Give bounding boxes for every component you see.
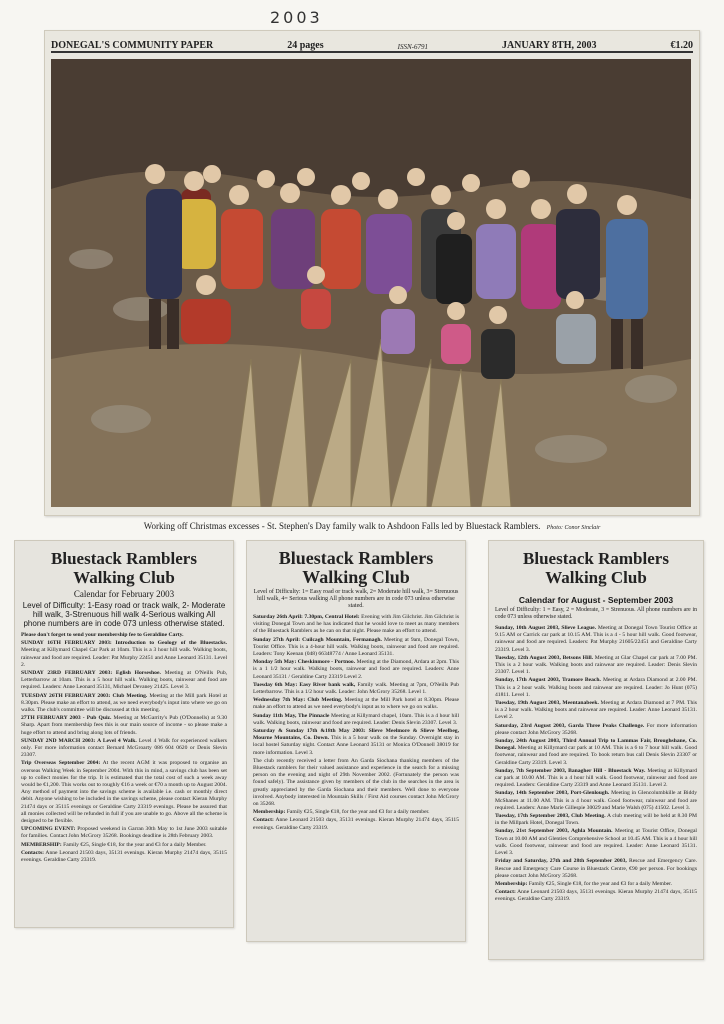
calendar-entry	[21, 640, 227, 669]
calendar-entry	[495, 738, 697, 767]
calendar-entry	[21, 826, 227, 840]
calendar-entry	[495, 889, 697, 903]
entry-heading: Tuesday, 12th August 2003, Betsons Hill.	[495, 654, 594, 661]
entry-heading: Contact:	[495, 889, 516, 896]
calendar-entry	[253, 809, 459, 816]
entry-body: Meeting in Glencolumbkille at Biddy McShanes at 11.00 AM. This is a 4 hour walk. Good footwear, rainwear and food are required. Leaders: Anne Marie Gillespie 30029 and Marie Walsh (075) 41502. Level 3.	[495, 790, 698, 811]
issue-date: JANUARY 8TH, 2003	[501, 40, 597, 51]
entry-heading: UPCOMING EVENT:	[21, 826, 76, 833]
entry-body: Meeting at Killymard Chapel Car Park at 10am. This is a 3 hour hill walk. Walking boots, rainwear and food are required. Leader: Pat Murphy 22451 and Anne Leonard 35131. Level 2.	[21, 647, 227, 668]
price: €1.20	[670, 40, 693, 51]
entry-body: Anne Leonard 21503 days, 35131 evenings. Kieran Murphy 21474 days, 35115 evenings. Geraldine Carty 23319.	[253, 817, 460, 831]
entry-heading: Contacts:	[21, 849, 44, 856]
entry-heading: Sunday, 10th August 2003, Slieve League.	[495, 625, 597, 631]
entry-body: Evening with Jim Gilchrist. Jim Gilchrist is visiting Donegal Town and he has indicated that he would love to meet as many members of the Bluestack Ramblers as he can on that night. Please make an effort to attend.	[253, 614, 460, 635]
entry-heading: Membership:	[253, 809, 286, 816]
entry-body: Meeting at O'Neills Pub, Letterbarrow at 10am. This is a 5 hour hill walk. Walking boots, rainwear and food are required. Leaders: Anne Leonard 35131, Michael Devaney 21425. Level 3.	[21, 670, 228, 691]
entry-body: Meeting at McGarrity's Pub (O'Donnells) at 9.30 Sharp. Apart from membership fees this is our main source of income - so please make a huge effort to attend and bring along lots of friends.	[21, 715, 227, 736]
calendar-entry	[495, 700, 697, 722]
entry-heading: SUNDAY 23RD FEBRUARY 2003: Eglish Horseshoe.	[21, 670, 161, 677]
calendar-entry	[253, 682, 459, 696]
entry-heading: Sunday, 24th August 2003, Third Annual Trip to Lammas Fair, Broughshane, Co. Donegal.	[495, 738, 697, 752]
calendar-entry	[21, 738, 227, 760]
entry-heading: Trip Overseas September 2004:	[21, 760, 101, 767]
calendar-entry	[495, 858, 697, 880]
caption-text: Working off Christmas excesses - St. Stephen's Day family walk to Ashdoon Falls led by Bluestack Ramblers.	[143, 521, 541, 531]
entry-body: This is a 5 hour walk on the Sunday. Overnight stay in local hostel Saturday night. Contact Anne Leonard 35131 or Monica O'Donnell 38019 for more information. Level 3.	[253, 735, 459, 756]
entry-heading: Sunday 11th May, The Pinnacle	[253, 712, 330, 719]
calendar-entry	[253, 817, 459, 831]
entry-body: Proposed weekend in Garran 30th May to 1st June 2003 suitable for families. Contact John McGrory 35268. Bookings deadline is 28th February 2003.	[21, 826, 228, 840]
calendar-entry	[495, 723, 697, 737]
entry-body: Meeting at Killymard car park at 10 AM. This is a 6 to 7 hour hill walk. Good footwear, rainwear and food are required. To book return bus call Denis Slevin 23307 or Geraldine Carty 23319. Level 3.	[495, 745, 697, 766]
calendar-entry	[495, 828, 697, 857]
entry-heading: Saturday, 23rd August 2003, Garda Three Peaks Challenge.	[495, 722, 645, 729]
col2-levels: Level of Difficulty: 1= Easy road or track walk, 2= Moderate hill walk, 3= Strenuous hill walk, 4= Serious walking All phone numbers are in code 073 unless otherwise stated.	[253, 589, 459, 609]
paper-name: DONEGAL'S COMMUNITY PAPER	[51, 40, 214, 51]
entry-body: Anne Leonard 21503 days, 35131 evenings. Kieran Murphy 21474 days, 35115 evenings. Geraldine Carty 23319.	[495, 889, 698, 903]
group-photo-illustration	[51, 59, 691, 507]
calendar-entry	[495, 881, 697, 888]
entry-heading: Contact:	[253, 817, 274, 824]
entry-heading: TUESDAY 26TH FEBRUARY 2003: Club Meeting.	[21, 692, 148, 699]
calendar-entry	[21, 850, 227, 864]
photo-credit: Photo: Conor Sinclair	[546, 525, 601, 531]
masthead	[51, 35, 693, 53]
col1-levels: Level of Difficulty: 1-Easy road or track walk, 2- Moderate hill walk, 3-Strenuous hill walk 4-Serious walking All phone numbers are in code 073 unless otherwise stated.	[22, 601, 226, 628]
entry-body: Meeting at Killymard car park at 10.00 AM. This is a 4 hour hill walk. Good footwear, rainwear and food are required. Leaders: Geraldine Carty 23319 and Anne Leonard 35131. Level 2.	[495, 767, 697, 789]
calendar-entry	[253, 637, 459, 659]
col3-entries	[495, 625, 697, 904]
col3-title: Bluestack Ramblers Walking Club	[523, 549, 669, 587]
calendar-entry	[495, 625, 697, 654]
col1-title: Bluestack Ramblers Walking Club	[51, 549, 197, 587]
entry-heading: Saturday 26th April: 7.30pm, Central Hotel:	[253, 614, 360, 620]
calendar-entry	[21, 715, 227, 737]
calendar-entry	[21, 632, 227, 639]
calendar-entry	[253, 659, 459, 681]
page-count: 24 pages	[287, 40, 324, 51]
col2-entries	[253, 614, 459, 832]
col1-entries	[21, 632, 227, 864]
entry-heading: Friday and Saturday, 27th and 28th September 2003,	[495, 858, 627, 865]
entry-body: Family €25, Single €18, for the year and €3 for a daily member.	[286, 809, 430, 816]
calendar-april-may	[246, 540, 466, 942]
entry-body: A club meeting will be held at 8.30 PM in the Millpark Hotel, Donegal Town.	[495, 813, 698, 827]
entry-heading: SUNDAY 16TH FEBRUARY 2003: Introduction to Geology of the Bluestacks.	[21, 640, 227, 647]
entry-body: At the recent AGM it was proposed to organise an overseas Walking Week in September 2004. With this in mind, a savings club has been set up to collect monies for the trip. It is estimated that the total cost of such a week away would be €1,200. This works out to roughly €16 a week or €70 a month up to August 2004. Any method of payment into the savings scheme is available i.e. cash or monthly direct debit. Anyone wishing to be included in the savings scheme, please contact Kieran Murphy 21474 days or 35115 evenings or Geraldine Carty 23319 evenings. Please be assured that all monies collected will be refunded in full if you are unable to go. Above all the scheme is designed to be flexible.	[21, 760, 227, 825]
entry-heading: Sunday, 17th August 2003, Tramore Beach.	[495, 677, 601, 684]
entry-body: Family €25, Single €18, for the year and €3 for a daily Member.	[63, 841, 207, 848]
entry-body: Meeting at the Mill park Hotel at 8.30pm. Please make an effort to attend, as we need everybody's input into where we go on walks. The club's committee will be discussed at this meeting.	[21, 692, 227, 714]
entry-body: Meeting at Glar Chapel car park at 7.00 PM. This is a 2 hour walk. Walking boots and rainwear are required. Leader: Denis Slevin 23307. Level 1.	[495, 654, 698, 676]
calendar-entry	[21, 842, 227, 849]
entry-heading: Tuesday, 17th September 2003, Club Meeting.	[495, 813, 606, 820]
photo-caption	[51, 521, 693, 531]
entry-heading: Tuesday 6th May: Easy River bank walk,	[253, 681, 356, 688]
calendar-february	[14, 540, 234, 928]
entry-heading: Sunday, 14th September 2003, Port-Glenlough.	[495, 790, 610, 797]
entry-body: Meeting at Donegal Town Tourist Office at 9.15 AM or Carrick car park at 10.15 AM. This is a 4 - 5 hour hill walk. Good footwear, rainwear and food are required. Leaders: Pat Murphy 21605/22451 and Geraldine Carty 23319. Level 3.	[495, 625, 697, 653]
entry-heading: MEMBERSHIP:	[21, 841, 62, 848]
calendar-entry	[495, 655, 697, 677]
issn: ISSN-6791	[397, 43, 428, 51]
calendar-entry	[495, 813, 697, 827]
entry-body: Rescue and Emergency Care. Rescue and Emergency Care Course in Bluestack Centre, €90 per person. For bookings please contact John McGrory 35268.	[495, 858, 697, 879]
entry-body: Meeting at Ardara Diamond at 2.00 PM. This is a 2 hour walk. Walking boots and rainwear are required. Leader: Jo Hunt (075) 41811. Level 1.	[495, 677, 697, 698]
entry-body: Level 4 Walk for experienced walkers only. For more information contact Bernard McGroarty 086 604 0620 or Denis Slevin 23307.	[21, 737, 227, 759]
calendar-entry	[495, 790, 697, 812]
handwritten-year: 2003	[270, 8, 323, 27]
entry-body: Anne Leonard 21503 days, 35131 evenings. Kieran Murphy 21474 days, 35115 evenings. Geraldine Carty 23319.	[21, 849, 227, 864]
calendar-entry	[21, 670, 227, 692]
entry-body: Family €25, Single €18, for the year and €3 for a daily Member.	[528, 880, 673, 887]
entry-body: Meeting at Ardara Diamond at 7 PM. This is a 2 hour walk. Walking boots and rainwear are required. Leader: Anne Leonard 35131. Level 2.	[495, 700, 697, 721]
entry-heading: Sunday, 21st September 2003, Aghla Mountain.	[495, 828, 613, 835]
entry-heading: Sunday 27th April: Cuilcagh Mountain, Fermanagh.	[253, 636, 382, 643]
entry-body: Meeting at the Diamond, Ardara at 2pm. This is a 1 1/2 hour walk. Walking boots, rainwear and food are required. Leaders: Anne Leonard 35131 / Geraldine Carty 23319 Level 2.	[253, 659, 459, 680]
entry-heading: Wednesday 7th May: Club Meeting.	[253, 697, 343, 704]
entry-heading: Monday 5th May: Cheskinmore - Portnoo.	[253, 659, 356, 666]
col2-title: Bluestack Ramblers Walking Club	[278, 548, 434, 587]
entry-body: Meeting at the Mill Park hotel at 8.30pm. Please make an effort to attend as we need everybody's input as to where we go on walks.	[253, 697, 460, 711]
calendar-entry	[253, 697, 459, 711]
entry-heading: Membership:	[495, 880, 528, 887]
calendar-entry	[253, 728, 459, 757]
entry-body: Meeting at 9am, Donegal Town, Tourist Office. This is a 4-hour hill walk. Walking boots, rainwear and food are required. Leaders: Tony Keenan (048) 66348774 / Anne Leonard 35131.	[253, 636, 459, 658]
entry-body: Meeting at Tourist Office, Donegal Town at 10.00 AM and Glenties Comprehensive School at 10.45 AM. This is a 4 hour hill walk. Good footwear, rainwear and food are required. Leader: Anne Leonard 35131. Level 3.	[495, 828, 697, 857]
col3-levels: Level of Difficulty: 1 = Easy, 2 = Moderate, 3 = Strenuous. All phone numbers are in code 073 unless otherwise stated.	[495, 607, 697, 620]
calendar-entry	[253, 758, 459, 808]
col3-subtitle: Calendar for August - September 2003	[518, 595, 674, 605]
entry-heading: Tuesday, 19th August 2003, Meentanabeek.	[495, 700, 599, 707]
calendar-entry	[21, 693, 227, 715]
calendar-entry	[495, 677, 697, 699]
group-photo	[51, 59, 691, 507]
entry-body: Family walk. Meeting at 7pm, O'Neills Pub Letterbarrow. This is a 1/2 hour walk. Leader: John McGrory 35268. Level 1.	[253, 681, 459, 696]
calendar-entry	[21, 760, 227, 825]
entry-body: The club recently received a letter from An Garda Siochana thanking members of the Bluestack ramblers for their valued assistance and experience in the search for a missing person on the evening and night of 29th November 2002. (Fortunately the person was found safely). The assistance given by members of the club in the searches in the area is greatly appreciated by the Garda Siochana and their members. Well done to everyone involved. Anybody interested in Mountain Skills / First Aid courses contact John McGrory on 35268.	[253, 757, 459, 808]
entry-heading: Sunday, 7th September 2003, Banagher Hill - Bluestack Way.	[495, 767, 646, 774]
calendar-entry	[253, 713, 459, 727]
entry-heading: 27TH FEBRUARY 2003 - Pub Quiz.	[21, 715, 112, 722]
entry-body: For more information please contact John McGrory 35268.	[495, 722, 697, 736]
entry-heading: SUNDAY 2ND MARCH 2003: A Level 4 Walk.	[21, 737, 137, 744]
entry-body: Meeting at Killymard chapel, 10am. This is a 4 hour hill walk. Walking boots, rainwear and food are required. Leader: Denis Slevin 23307. Level 3.	[253, 712, 459, 726]
calendar-entry	[495, 768, 697, 790]
newspaper-clipping	[44, 30, 700, 531]
entry-heading: Please don't forget to send your membership fee to Geraldine Carty.	[21, 632, 184, 638]
calendar-entry	[253, 614, 459, 636]
col1-subtitle: Calendar for February 2003	[73, 589, 175, 599]
calendar-august-september	[488, 540, 704, 960]
entry-heading: Saturday & Sunday 17th &18th May 2003: Slieve Meelmore & Slieve Meelbeg, Mourne Mountains, Co. Down.	[253, 728, 459, 742]
